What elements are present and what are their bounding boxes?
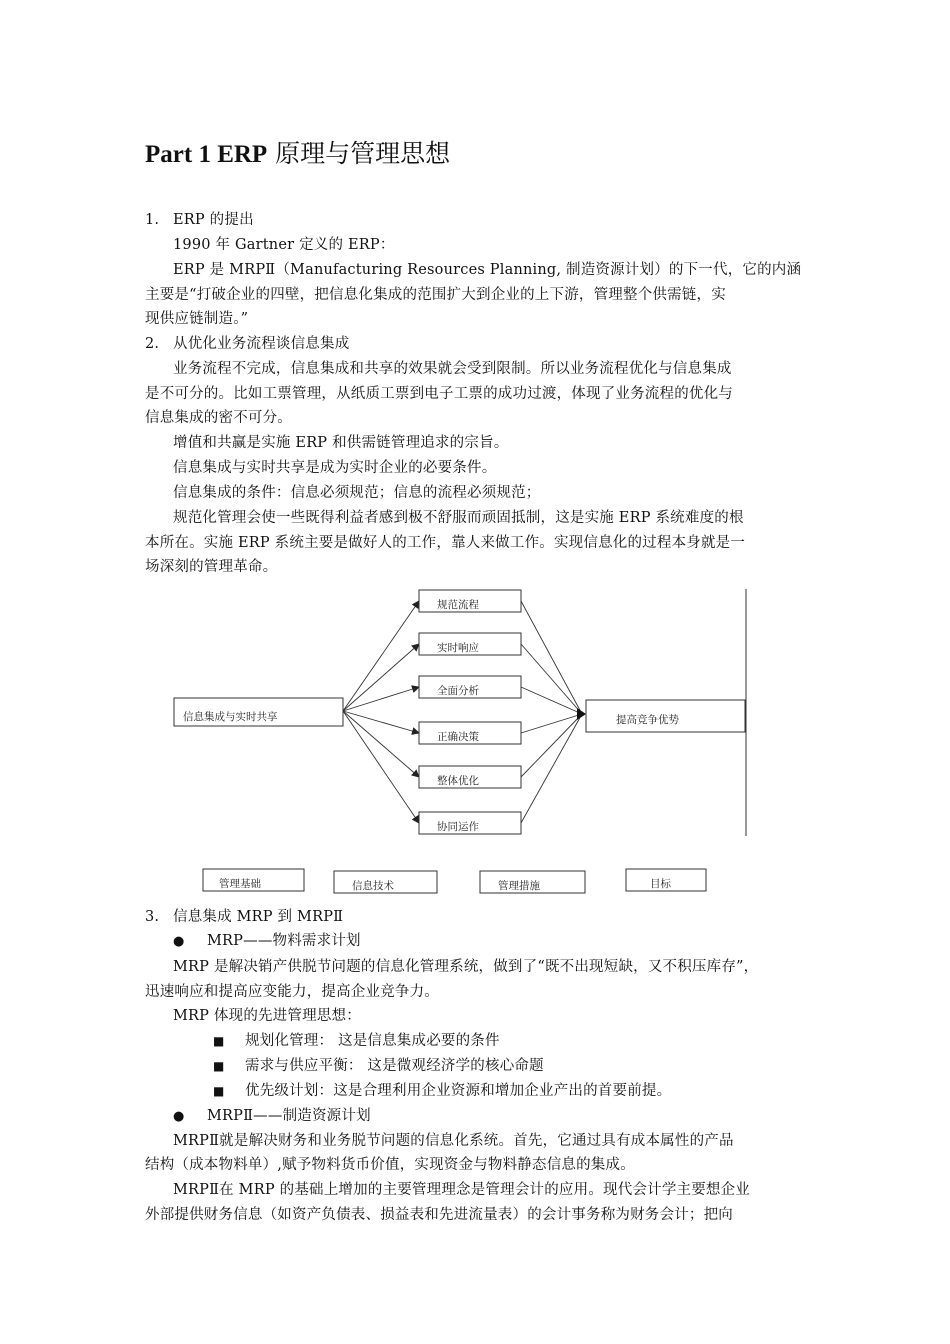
section-heading-text: ERP 的提出: [173, 212, 254, 228]
paragraph-line: 迅速响应和提高应变能力，提高企业竞争力。: [145, 984, 439, 1000]
paragraph-line: ERP 是 MRPⅡ（Manufacturing Resources Planning, 制造资源计划）的下一代，它的内涵: [173, 262, 802, 278]
source-label: 信息集成与实时共享: [183, 711, 278, 723]
bullet-text: 规划化管理： 这是信息集成必要的条件: [245, 1033, 500, 1049]
arrow-to-box-4: [343, 711, 419, 733]
bullet-text: MRP——物料需求计划: [207, 933, 361, 949]
footer-label-3: 管理措施: [498, 880, 540, 892]
paragraph-line: 信息集成的密不可分。: [145, 410, 292, 426]
paragraph-line: 信息集成与实时共享是成为实时企业的必要条件。: [173, 460, 497, 476]
paragraph-line: MRP 体现的先进管理思想：: [173, 1008, 361, 1024]
title-latin: Part 1 ERP: [145, 141, 268, 168]
section-heading-text: 信息集成 MRP 到 MRPⅡ: [173, 909, 344, 925]
paragraph-line: 本所在。实施 ERP 系统主要是做好人的工作，靠人来做工作。实现信息化的过程本身就是一: [145, 535, 746, 551]
section-heading: [145, 905, 343, 929]
bullet-text: 需求与供应平衡： 这是微观经济学的核心命题: [245, 1058, 544, 1074]
bullet-text: 优先级计划：这是合理利用企业资源和增加企业产出的首要前提。: [245, 1083, 672, 1099]
bullet-square: ■: [213, 1084, 225, 1098]
bullet-item: [213, 1054, 544, 1078]
line-from-box-1: [521, 601, 582, 714]
bullet-item: [213, 1079, 671, 1103]
bullet-item: [213, 1029, 500, 1053]
arrow-to-box-2: [343, 644, 419, 711]
footer-label-4: 目标: [650, 878, 671, 890]
bullet-dot: ●: [173, 1109, 185, 1124]
bullet-item: [173, 929, 361, 954]
paragraph-line: 1990 年 Gartner 定义的 ERP：: [173, 237, 395, 253]
line-from-box-3: [521, 687, 582, 714]
middle-label-5: 整体优化: [437, 775, 479, 787]
middle-label-3: 全面分析: [437, 685, 479, 697]
bullet-item: [173, 1104, 371, 1129]
paragraph-line: MRPⅡ在 MRP 的基础上增加的主要管理理念是管理会计的应用。现代会计学主要想企业: [173, 1182, 751, 1198]
target-label: 提高竞争优势: [616, 714, 679, 726]
paragraph-line: MRPⅡ就是解决财务和业务脱节问题的信息化系统。首先，它通过具有成本属性的产品: [173, 1133, 734, 1149]
paragraph-line: 场深刻的管理革命。: [145, 559, 278, 575]
convergence-arrowhead: [577, 708, 586, 720]
section-number: 2.: [145, 336, 160, 352]
paragraph-line: 现供应链制造。”: [145, 311, 249, 327]
paragraph-line: 外部提供财务信息（如资产负债表、损益表和先进流量表）的会计事务称为财务会计；把向: [145, 1207, 733, 1223]
paragraph-line: 增值和共赢是实施 ERP 和供需链管理追求的宗旨。: [173, 435, 509, 451]
target-arrows: [521, 601, 582, 823]
bullet-square: ■: [213, 1059, 225, 1073]
line-from-box-2: [521, 644, 582, 714]
title-cjk: 原理与管理思想: [267, 139, 451, 168]
paragraph-line: 主要是“打破企业的四壁，把信息化集成的范围扩大到企业的上下游，管理整个供需链，实: [145, 287, 726, 303]
paragraph-line: MRP 是解决销产供脱节问题的信息化管理系统，做到了“既不出现短缺，又不积压库存”，: [173, 959, 759, 975]
paragraph-line: 是不可分的。比如工票管理，从纸质工票到电子工票的成功过渡，体现了业务流程的优化与: [145, 386, 733, 402]
middle-label-2: 实时响应: [437, 642, 479, 654]
bullet-square: ■: [213, 1034, 225, 1048]
bullet-text: MRPⅡ——制造资源计划: [207, 1108, 371, 1124]
bullet-dot: ●: [173, 934, 185, 949]
middle-label-1: 规范流程: [437, 599, 479, 611]
section-number: 3.: [145, 909, 160, 925]
paragraph-line: 业务流程不完成，信息集成和共享的效果就会受到限制。所以业务流程优化与信息集成: [173, 361, 732, 377]
source-arrows: [343, 601, 419, 823]
section-heading-text: 从优化业务流程谈信息集成: [173, 336, 350, 352]
paragraph-line: 信息集成的条件：信息必须规范；信息的流程必须规范；: [173, 485, 541, 501]
section-number: 1.: [145, 212, 160, 228]
middle-label-4: 正确决策: [437, 731, 479, 743]
middle-label-6: 协同运作: [437, 821, 479, 833]
paragraph-line: 规范化管理会使一些既得利益者感到极不舒服而顽固抵制，这是实施 ERP 系统难度的根: [173, 510, 744, 526]
arrow-to-box-3: [343, 687, 419, 711]
footer-label-1: 管理基础: [219, 878, 261, 890]
arrow-to-box-1: [343, 601, 419, 711]
footer-label-2: 信息技术: [352, 880, 394, 892]
paragraph-line: 结构（成本物料单）,赋予物料货币价值，实现资金与物料静态信息的集成。: [145, 1157, 635, 1173]
